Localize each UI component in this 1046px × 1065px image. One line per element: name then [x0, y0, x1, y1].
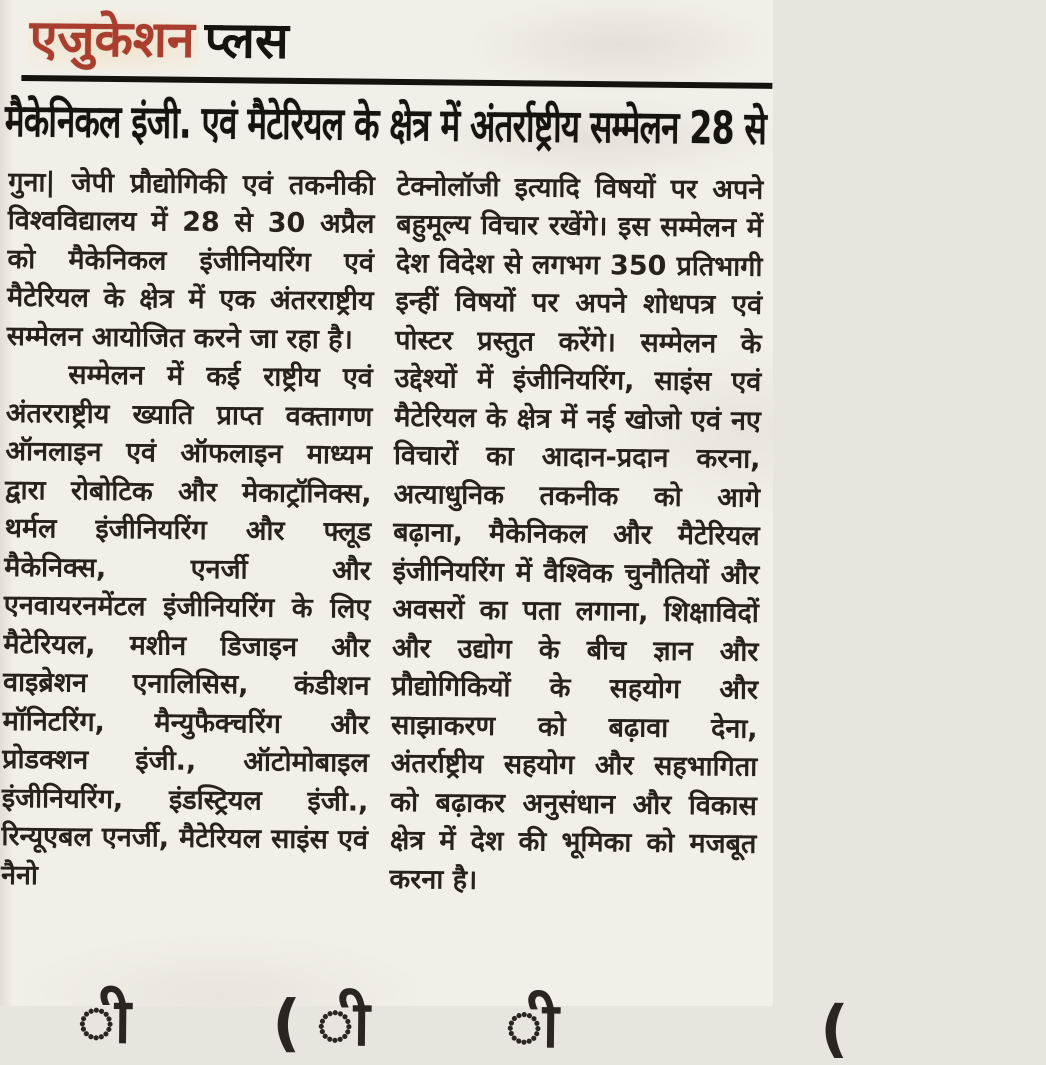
masthead-title-plus: प्लस	[204, 10, 290, 70]
headline-row	[0, 84, 772, 157]
cutoff-glyphs: ी ( ी ी (	[77, 983, 849, 1065]
paragraph-speakers: सम्मेलन में कई राष्ट्रीय एवं अंतरराष्ट्रीय ख्याति प्राप्त वक्तागण ऑनलाइन एवं ऑफलाइन माध्यम द्वारा रोबोटिक और मेकाट्रॉनिक्स, थर्मल इंजीनियरिंग और फ्लूड मैकेनिक्स, एनर्जी और एनवायरनमेंटल इंजीनियरिंग के लिए मैटेरियल, मशीन डिजाइन और वाइब्रेशन एनालिसिस, कंडीशन मॉनिटरिंग, मैन्युफैक्चरिंग और प्रोडक्शन इंजी., ऑटोमोबाइल इंजीनियरिंग, इंडस्ट्रियल इंजी., रिन्यूएबल एनर्जी, मैटेरियल साइंस एवं नैनो	[0, 359, 373, 891]
article-headline: मैकेनिकल इंजी. एवं मैटेरियल के क्षेत्र में अंतर्राष्ट्रीय सम्मेलन 28 से	[4, 93, 767, 155]
paragraph-continuation: टेक्नोलॉजी इत्यादि विषयों पर अपने बहुमूल्य विचार रखेंगे। इस सम्मेलन में देश विदेश से लगभग 350 प्रतिभागी इन्हीं विषयों पर अपने शोधपत्र एवं पोस्टर प्रस्तुत करेंगे। सम्मेलन के उद्देश्यों में इंजीनियरिंग, साइंस एवं मैटेरियल के क्षेत्र में नई खोजो एवं नए विचारों का आदान-प्रदान करना, अत्याधुनिक तकनीक को आगे बढ़ाना, मैकेनिकल और मैटेरियल इंजीनियरिंग में वैश्विक चुनौतियों और अवसरों का पता लगाना, शिक्षाविदों और उद्योग के बीच ज्ञान और प्रौद्योगिकियों के सहयोग और साझाकरण को बढ़ावा देना, अंतर्राष्ट्रीय सहयोग और सहभागिता को बढ़ाकर अनुसंधान और विकास क्षेत्र में देश की भूमिका को मजबूत करना है।	[389, 170, 764, 896]
article-column-right	[389, 167, 763, 902]
article-column-left	[1, 163, 375, 898]
article-columns	[0, 149, 772, 903]
paragraph-lead: गुना| जेपी प्रौद्योगिकी एवं तकनीकी विश्वविद्यालय में 28 से 30 अप्रैल को मैकेनिकल इंजीनियरिंग एवं मैटेरियल के क्षेत्र में एक अंतरराष्ट्रीय सम्मेलन आयोजित करने जा रहा है।	[6, 166, 375, 356]
masthead-title-education: एजुकेशन	[27, 9, 199, 71]
section-masthead	[0, 0, 773, 72]
cutoff-next-line	[0, 983, 849, 1065]
